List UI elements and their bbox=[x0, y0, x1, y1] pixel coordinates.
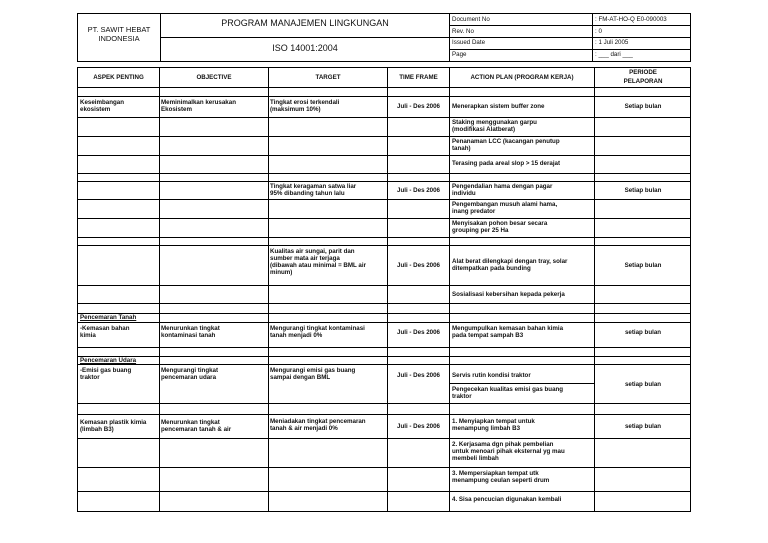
cell-line: pencemaran tanah & air bbox=[161, 426, 232, 433]
cell-line: Kualitas air sungai, parit dan bbox=[270, 248, 355, 255]
action-cell bbox=[452, 119, 537, 133]
row-divider bbox=[77, 245, 691, 246]
cell-line: Meminimalkan kerusakan bbox=[161, 99, 236, 106]
action-cell bbox=[452, 183, 552, 197]
header-divider bbox=[449, 25, 691, 26]
action-cell: 4. Sisa pencucian digunakan kembali bbox=[452, 496, 562, 503]
row-divider bbox=[77, 313, 691, 314]
cell-line: ditempatkan pada bunding bbox=[452, 265, 531, 272]
meta-label: Page bbox=[452, 51, 467, 58]
target-cell bbox=[270, 99, 339, 113]
row-divider bbox=[77, 303, 691, 304]
aspect-cell bbox=[80, 325, 130, 339]
column-header: PERIODE bbox=[629, 69, 657, 76]
cell-line: sampai dengan BML bbox=[270, 374, 331, 381]
cell-line: individu bbox=[452, 190, 476, 197]
cell-line: traktor bbox=[80, 374, 100, 381]
row-divider bbox=[77, 96, 691, 97]
cell-line: Pengendalian hama dengan pagar bbox=[452, 183, 553, 190]
header-divider bbox=[160, 37, 449, 38]
cell-line: kontaminasi tanah bbox=[161, 332, 216, 339]
cell-line: Tingkat keragaman satwa liar bbox=[270, 183, 357, 190]
table-border bbox=[77, 67, 691, 512]
target-cell bbox=[270, 418, 366, 432]
meta-label: Document No bbox=[452, 16, 490, 23]
row-divider bbox=[77, 181, 691, 182]
cell-line: untuk menoari pihak eksternal yg mau bbox=[452, 448, 565, 455]
company-line: INDONESIA bbox=[98, 34, 140, 43]
cell-line: Pengecekan kualitas emisi gas buang bbox=[452, 386, 564, 393]
cell-line: -Emisi gas buang bbox=[80, 367, 132, 374]
cell-line: Kemasan plastik kimia bbox=[80, 419, 147, 426]
objective-cell bbox=[161, 99, 236, 113]
period-cell: setiap bulan bbox=[624, 423, 662, 430]
cell-line: Meniadakan tingkat pencemaran bbox=[270, 418, 366, 425]
cell-line: (maksimum 10%) bbox=[270, 106, 321, 113]
cell-line: Mengumpulkan kemasan bahan kimia bbox=[452, 325, 564, 332]
time-frame-cell: Juli - Des 2006 bbox=[397, 329, 440, 336]
row-divider bbox=[77, 347, 691, 348]
cell-line: 3. Mempersiapkan tempat utk bbox=[452, 470, 539, 477]
cell-line: Alat berat dilengkapi dengan tray, solar bbox=[452, 258, 568, 265]
standard-label: ISO 14001:2004 bbox=[272, 43, 338, 53]
cell-line: 1. Menyiapkan tempat untuk bbox=[452, 418, 535, 425]
action-cell bbox=[452, 418, 535, 432]
cell-line: (dibawah atau minimal = BML air bbox=[270, 262, 366, 269]
row-divider bbox=[77, 356, 691, 357]
cell-line: Mengurangi tingkat bbox=[161, 367, 219, 374]
action-cell bbox=[452, 138, 560, 152]
row-divider bbox=[77, 467, 691, 468]
row-divider bbox=[77, 438, 691, 439]
column-header: TARGET bbox=[315, 74, 341, 81]
row-divider bbox=[77, 87, 691, 88]
cell-line: Menyisakan pohon besar secara bbox=[452, 220, 548, 227]
cell-line: membeli limbah bbox=[452, 455, 499, 462]
meta-value: : 0 bbox=[595, 28, 602, 35]
row-divider bbox=[77, 491, 691, 492]
column-header: OBJECTIVE bbox=[196, 74, 232, 81]
row-divider bbox=[77, 322, 691, 323]
time-frame-cell: Juli - Des 2006 bbox=[397, 262, 440, 269]
column-header: ACTION PLAN (PROGRAM KERJA) bbox=[470, 74, 574, 81]
target-cell bbox=[270, 367, 355, 381]
cell-line: Penanaman LCC (kacangan penutup bbox=[452, 138, 560, 145]
cell-line: pencemaran udara bbox=[161, 374, 217, 381]
cell-line: grouping per 25 Ha bbox=[452, 227, 509, 234]
action-cell: Servis rutin kondisi traktor bbox=[452, 372, 531, 379]
column-divider bbox=[387, 67, 388, 512]
meta-value: : FM-AT-HO-Q E0-090003 bbox=[595, 16, 667, 23]
row-divider bbox=[77, 199, 691, 200]
cell-line: Menurunkan tingkat bbox=[161, 419, 220, 426]
meta-value: : 1 Juli 2005 bbox=[595, 39, 629, 46]
period-cell: setiap bulan bbox=[624, 329, 662, 336]
period-cell: Setiap bulan bbox=[624, 262, 662, 269]
aspect-cell bbox=[80, 419, 146, 433]
action-cell bbox=[452, 220, 547, 234]
cell-line: Keseimbangan bbox=[80, 99, 125, 106]
cell-line: 95% dibanding tahun lalu bbox=[270, 190, 345, 197]
period-cell: setiap bulan bbox=[624, 381, 662, 388]
time-frame-cell: Juli - Des 2006 bbox=[397, 187, 440, 194]
cell-line: Ekosistem bbox=[161, 106, 192, 113]
column-header: PELAPORAN bbox=[623, 78, 663, 85]
target-cell bbox=[270, 183, 356, 197]
row-divider bbox=[77, 117, 691, 118]
row-divider bbox=[77, 403, 691, 404]
objective-cell bbox=[161, 419, 231, 433]
cell-line: tanah) bbox=[452, 145, 471, 152]
target-cell bbox=[270, 325, 365, 339]
row-divider bbox=[77, 218, 691, 219]
meta-label: Rev. No bbox=[452, 28, 474, 35]
aspect-cell bbox=[80, 99, 124, 113]
row-divider bbox=[77, 155, 691, 156]
row-divider bbox=[77, 136, 691, 137]
cell-line: Tingkat erosi terkendali bbox=[270, 99, 340, 106]
action-cell bbox=[452, 325, 563, 339]
cell-line: inang predator bbox=[452, 208, 496, 215]
row-divider bbox=[77, 237, 691, 238]
cell-line: menampung limbah B3 bbox=[452, 425, 521, 432]
cell-line: Staking menggunakan garpu bbox=[452, 119, 537, 126]
cell-line: menampung ceulan seperti drum bbox=[452, 477, 550, 484]
cell-line: 2. Kerjasama dgn pihak pembelian bbox=[452, 441, 554, 448]
cell-line: minum) bbox=[270, 269, 293, 276]
header-divider bbox=[449, 49, 691, 50]
cell-line: ekosistem bbox=[80, 106, 111, 113]
cell-line: (limbah B3) bbox=[80, 426, 114, 433]
action-cell bbox=[452, 201, 557, 215]
section-heading: Pencemaran Tanah bbox=[80, 314, 137, 321]
period-cell: Setiap bulan bbox=[624, 103, 662, 110]
row-divider bbox=[77, 173, 691, 174]
meta-value: : ___ dari ___ bbox=[595, 51, 633, 58]
cell-line: kimia bbox=[80, 332, 96, 339]
row-divider bbox=[77, 285, 691, 286]
objective-cell bbox=[161, 325, 220, 339]
program-title: PROGRAM MANAJEMEN LINGKUNGAN bbox=[221, 18, 389, 28]
action-cell: Menerapkan sistem buffer zone bbox=[452, 103, 545, 110]
column-divider bbox=[594, 67, 595, 512]
company-line: PT. SAWIT HEBAT bbox=[87, 25, 151, 34]
aspect-cell bbox=[80, 367, 131, 381]
meta-label: Issued Date bbox=[452, 39, 486, 46]
cell-line: Pengembangan musuh alami hama, bbox=[452, 201, 558, 208]
action-cell bbox=[452, 258, 567, 272]
cell-line: (modifikasi Alatberat) bbox=[452, 126, 516, 133]
cell-line: traktor bbox=[452, 393, 472, 400]
row-divider bbox=[77, 414, 691, 415]
cell-line: tanah menjadi 0% bbox=[270, 332, 323, 339]
column-divider bbox=[449, 67, 450, 512]
cell-line: Mengurangi emisi gas buang bbox=[270, 367, 356, 374]
company-name bbox=[78, 25, 160, 43]
period-cell: Setiap bulan bbox=[624, 187, 662, 194]
time-frame-cell: Juli - Des 2006 bbox=[397, 372, 440, 379]
objective-cell bbox=[161, 367, 218, 381]
time-frame-cell: Juli - Des 2006 bbox=[397, 103, 440, 110]
section-heading: Pencemaran Udara bbox=[80, 357, 137, 364]
column-divider bbox=[268, 67, 269, 512]
cell-line: Mengurangi tingkat kontaminasi bbox=[270, 325, 365, 332]
time-frame-cell: Juli - Des 2006 bbox=[397, 423, 440, 430]
cell-line: sumber mata air terjaga bbox=[270, 255, 340, 262]
column-header: ASPEK PENTING bbox=[93, 74, 144, 81]
column-header: TIME FRAME bbox=[399, 74, 438, 81]
action-cell bbox=[452, 441, 565, 462]
cell-line: Menurunkan tingkat bbox=[161, 325, 220, 332]
header-divider bbox=[449, 37, 691, 38]
column-divider bbox=[159, 67, 160, 512]
row-divider bbox=[449, 383, 594, 384]
cell-line: -Kemasan bahan bbox=[80, 325, 130, 332]
row-divider bbox=[77, 364, 691, 365]
action-cell bbox=[452, 470, 549, 484]
target-cell bbox=[270, 248, 366, 276]
action-cell bbox=[452, 386, 563, 400]
cell-line: tanah & air menjadi 0% bbox=[270, 425, 338, 432]
action-cell: Sosialisasi kebersihan kepada pekerja bbox=[452, 291, 565, 298]
action-cell: Terasing pada areal slop > 15 derajat bbox=[452, 160, 561, 167]
cell-line: pada tempat sampah B3 bbox=[452, 332, 524, 339]
